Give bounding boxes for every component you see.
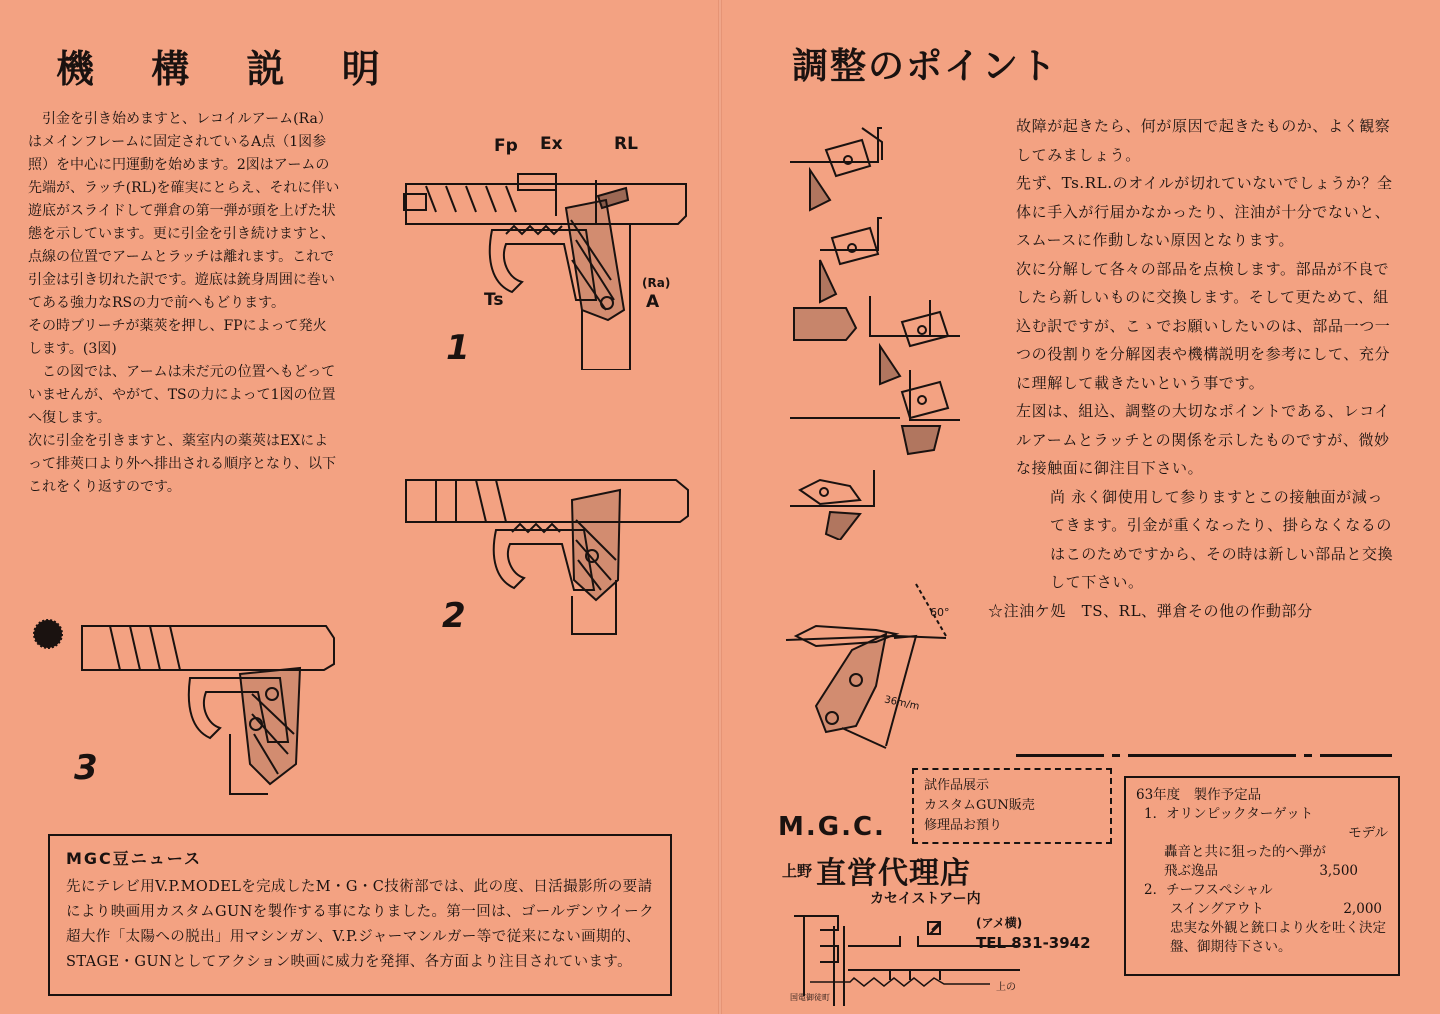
figure-number-3: 3 [74,748,98,788]
figure-1-pistol-diagram [396,160,706,370]
news-title: MGC豆ニュース [66,849,202,868]
telephone: TEL 831-3942 [976,934,1091,952]
adjustment-text [988,112,1396,625]
mechanism-paragraph: この図では、アームは未だ元の位置へもどっていませんが、やがて、TSの力によって1図の位置へ復します。 [28,364,336,426]
oil-note: ☆注油ケ処 TS、RL、弾倉その他の作動部分 [988,601,1313,620]
plan-item-sub: スイングアウト [1170,901,1264,917]
label-fp: Fp [494,136,518,156]
center-fold [718,0,722,1014]
dash-divider [1016,754,1392,758]
mgc-logo: M.G.C. [778,812,886,842]
plan-item-name: 2．チーフスペシャル [1144,882,1273,898]
label-rl: RL [614,134,638,154]
exhibit-line: 試作品展示 [924,778,990,793]
plan-item-name: 1．オリンピックターゲット [1144,806,1314,822]
plan-item-sub: モデル [1348,825,1388,841]
adjustment-paragraph: 故障が起きたら、何が原因で起きたものか、よく観察してみましょう。 [1016,117,1391,164]
location-prefix: 上野 [782,861,813,880]
plan-heading: 63年度 製作予定品 [1136,787,1262,803]
mgc-news-box [48,834,672,996]
news-body: 先にテレビ用V.P.MODELを完成したM・G・C技術部では、此の度、日活撮影所の要請により映画用カスタムGUNを製作する事になりました。第一回は、ゴールデンウイーク超大作「太陽への脱出」用マシンガン、V.P.ジャーマンルガー等で従来にない画期的、STAGE・GUNとしてアクション映画に威力を発揮、各方面より注目されています。 [66,879,654,970]
label-a: A [646,292,660,312]
mechanism-paragraph: 次に引金を引きますと、薬室内の薬莢はEXによって排莢口より外へ排出される順序となり、以下これをくり返すのです。 [28,433,336,495]
angle-label: 60° [930,606,950,619]
plan-item-price: 3,500 [1319,863,1358,879]
contact-angle-diagram [776,576,976,756]
label-ra: (Ra) [642,276,671,290]
exhibit-line: 修理品お預り [924,818,1003,833]
exhibit-box [912,768,1112,844]
agency-heading [782,848,971,892]
mechanism-text [28,108,340,499]
mechanism-paragraph: その時ブリーチが薬莢を押し、FPによって発火します。(3図) [28,318,327,357]
map-ueno-label: 上の [996,982,1016,993]
store-name: カセイストアー内 [870,891,981,907]
figure-number-2: 2 [442,596,466,636]
plan-item-price: 2,000 [1343,901,1382,917]
mechanism-paragraph: 引金を引き始めますと、レコイルアーム(Ra）はメインフレームに固定されているA点（1図参照）を中心に円運動を始めます。2図はアームの先端が、ラッチ(RL)を確実にとらえ、それに伴い遊底がスライドして弾倉の第一弾が頭を上げた状態を示しています。更に引金を引き続けますと、点線の位置でアームとラッチは離れます。これで引金は引き切れた訳です。遊底は銃身周囲に巻いてある強力なRSの力で前へもどります。 [28,111,340,311]
map-station-label: 国電御徒町 [790,993,830,1002]
exhibit-line: カスタムGUN販売 [924,798,1035,813]
note-paragraph: 尚 永く御使用して参りますとこの接触面が減ってきます。引金が重くなったり、掛らなくなるのはこのためですから、その時は新しい部品と交換して下さい。 [1050,487,1394,591]
adjustment-paragraph: 先ず、Ts.RL.のオイルが切れていないでしょうか？全体に手入が行届かなかったり、注油が十分でないと、スムースに作動しない原因となります。 [1016,174,1393,249]
adjustment-paragraph: 左図は、組込、調整の大切なポイントである、レコイルアームとラッチとの関係を示したものですが、微妙な接触面に御注目下さい。 [1016,402,1390,477]
length-label: 36m/m [883,694,921,713]
label-ts: Ts [484,290,504,310]
figure-number-1: 1 [446,328,470,368]
plan-item-desc: 忠実な外観と銃口より火を吐く決定盤、御期待下さい。 [1170,920,1386,955]
mechanism-title: 機 構 説 明 [56,47,402,91]
alley-name: (アメ横) [976,916,1023,930]
latch-arm-sketches [790,120,980,540]
production-plan-box [1124,776,1400,976]
plan-item-desc: 轟音と共に狙った的へ弾が飛ぶ逸品 [1164,844,1326,879]
agency-name: 直営代理店 [816,856,972,891]
adjustment-title: 調整のポイント [792,46,1059,87]
adjustment-paragraph: 次に分解して各々の部品を点検します。部品が不良でしたら新しいものに交換します。そして更ためて、組込む訳ですが、こゝでお願いしたいのは、部品一つ一つの役割りを分解図表や機構説明を参考にして、充分に理解して載きたいという事です。 [1016,259,1391,392]
label-ex: Ex [540,134,563,154]
